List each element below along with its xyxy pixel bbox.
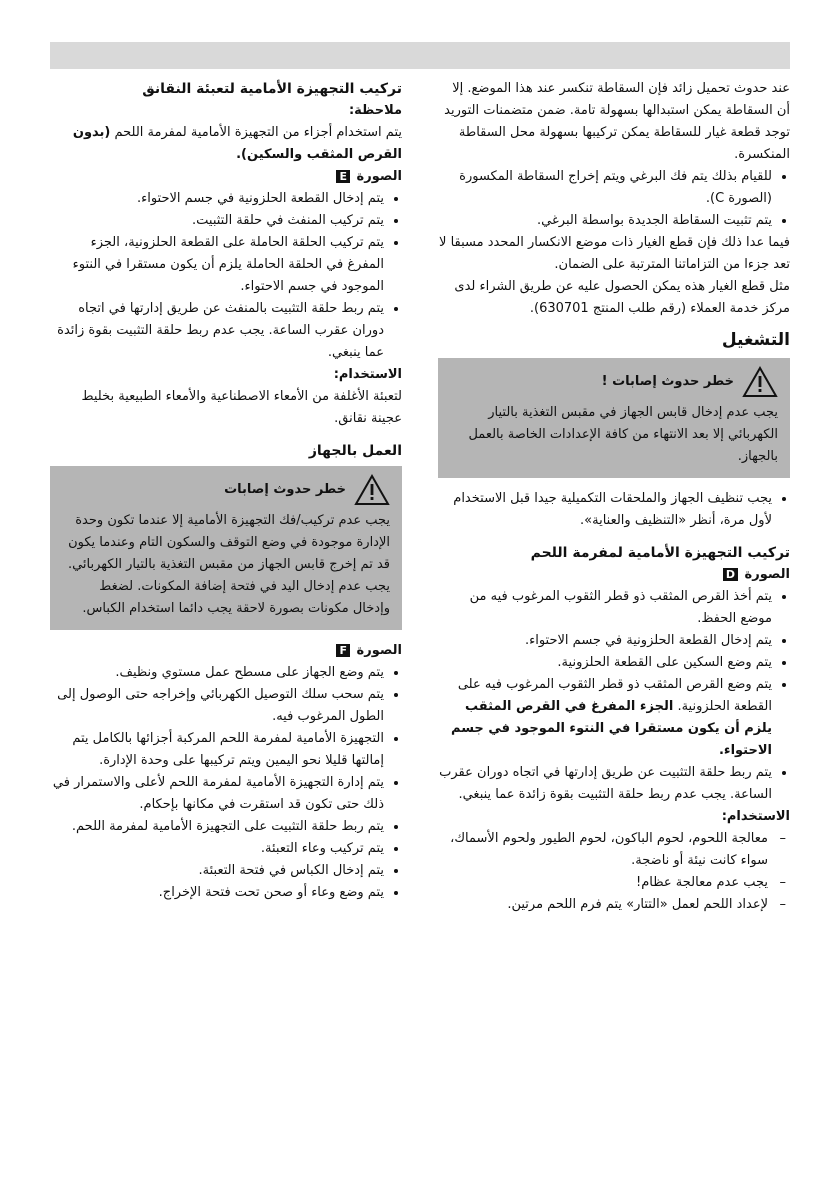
list-item: • يتم وضع وعاء أو صحن تحت فتحة الإخراج. bbox=[50, 882, 384, 904]
figure-letter-badge: D bbox=[723, 568, 738, 581]
list-item: • يتم تركيب وعاء التعبئة. bbox=[50, 838, 384, 860]
figure-letter-badge: F bbox=[336, 644, 350, 657]
list-item: • يتم تركيب المنفث في حلقة التثبيت. bbox=[50, 210, 384, 232]
list-item: • للقيام بذلك يتم فك البرغي ويتم إخراج السقاطة المكسورة (الصورة C). bbox=[438, 166, 772, 210]
sausage-heading: تركيب التجهيزة الأمامية لتعبئة النقانق bbox=[142, 81, 402, 97]
operation-heading: التشغيل bbox=[721, 330, 790, 350]
clean-bullet-list bbox=[438, 488, 790, 532]
list-item: • التجهيزة الأمامية لمفرمة اللحم المركبة أجزائها بالكامل يتم إمالتها قليلا نحو اليمين ويتم تركيبها على وحدة الإدارة. bbox=[50, 728, 384, 772]
intro-bullet-list bbox=[438, 166, 790, 232]
figure-label: الصورة bbox=[744, 567, 790, 582]
mincer-heading: تركيب التجهيزة الأمامية لمفرمة اللحم bbox=[530, 545, 790, 561]
list-item: – معالجة اللحوم، لحوم الباكون، لحوم الطيور ولحوم الأسماك، سواء كانت نيئة أو ناضجة. bbox=[438, 828, 768, 872]
header-bar bbox=[50, 42, 790, 69]
usage-text: لتعبئة الأغلفة من الأمعاء الاصطناعية والأمعاء الطبيعية بخليط عجينة نقانق. bbox=[81, 389, 402, 426]
figure-f-label bbox=[50, 640, 402, 662]
list-item: • يتم ربط حلقة التثبيت بالمنفث عن طريق إدارتها في اتجاه دوران عقرب الساعة. يجب عدم ربط حلقة التثبيت بقوة زائدة عما ينبغي. bbox=[50, 298, 384, 364]
figure-letter-badge: E bbox=[336, 170, 350, 183]
usage-list bbox=[438, 828, 790, 916]
list-item: • يتم إدخال القطعة الحلزونية في جسم الاحتواء. bbox=[50, 188, 384, 210]
warning-text: يجب عدم تركيب/فك التجهيزة الأمامية إلا عندما تكون وحدة الإدارة موجودة في وضع التوقف والسكون التام وعندما يكون قد تم إخرج قابس الجهاز من مقبس التغذية بالتيار الكهربائي. bbox=[67, 513, 390, 572]
list-item: • يتم وضع السكين على القطعة الحلزونية. bbox=[438, 652, 772, 674]
note-text: يتم استخدام أجزاء من التجهيزة الأمامية لمفرمة اللحم (بدون القرص المثقب والسكين). bbox=[72, 125, 402, 162]
warning-box bbox=[50, 466, 402, 630]
list-item: • يتم تثبيت السقاطة الجديدة بواسطة البرغي. bbox=[438, 210, 772, 232]
figure-d-label bbox=[438, 564, 790, 586]
warning-triangle-icon bbox=[354, 474, 390, 506]
list-item: • يتم إدارة التجهيزة الأمامية لمفرمة اللحم لأعلى والاستمرار في ذلك حتى تكون قد استقرت في مكانها بإحكام. bbox=[50, 772, 384, 816]
list-item: • يتم أخذ القرص المثقب ذو قطر الثقوب المرغوب فيه من موضع الحفظ. bbox=[438, 586, 772, 630]
note-heading: ملاحظة: bbox=[348, 103, 402, 118]
list-item: • يتم تركيب الحلقة الحاملة على القطعة الحلزونية، الجزء المفرغ في الحلقة الحاملة يلزم أن يكون مستقرا في النتوء الموجود في جسم الاحتواء. bbox=[50, 232, 384, 298]
list-item: – لإعداد اللحم لعمل «التتار» يتم فرم اللحم مرتين. bbox=[438, 894, 768, 916]
list-item: • يتم وضع القرص المثقب ذو قطر الثقوب المرغوب فيه على القطعة الحلزونية. الجزء المفرغ في القرص المثقب يلزم أن يكون مستقرا في النتوء الموجود في جسم الاحتواء. bbox=[438, 674, 772, 762]
right-column bbox=[438, 78, 790, 916]
list-item: • يجب تنظيف الجهاز والملحقات التكميلية جيدا قبل الاستخدام لأول مرة، أنظر «التنظيف والعناية». bbox=[438, 488, 772, 532]
left-column bbox=[50, 78, 402, 904]
warning-triangle-icon bbox=[742, 366, 778, 398]
usage-heading: الاستخدام: bbox=[333, 367, 402, 382]
list-item: • يتم ربط حلقة التثبيت على التجهيزة الأمامية لمفرمة اللحم. bbox=[50, 816, 384, 838]
usage-heading: الاستخدام: bbox=[721, 809, 790, 824]
warning-title: خطر حدوث إصابات bbox=[224, 482, 346, 497]
list-item: • يتم إدخال الكباس في فتحة التعبئة. bbox=[50, 860, 384, 882]
spare-part-paragraph: مثل قطع الغيار هذه يمكن الحصول عليه عن طريق الشراء لدى مركز خدمة العملاء (رقم طلب المنتج 630701). bbox=[454, 279, 790, 316]
work-heading: العمل بالجهاز bbox=[308, 443, 402, 459]
warning-title: خطر حدوث إصابات ! bbox=[601, 374, 734, 389]
figure-label: الصورة bbox=[356, 643, 402, 658]
work-bullet-list bbox=[50, 662, 402, 904]
warranty-paragraph: فيما عدا ذلك فإن قطع الغيار ذات موضع الانكسار المحدد مسبقا لا تعد جزءا من التزاماتنا المترتبة على الضمان. bbox=[439, 235, 790, 272]
sausage-bullet-list bbox=[50, 188, 402, 364]
figure-label: الصورة bbox=[356, 169, 402, 184]
list-item: • يتم سحب سلك التوصيل الكهربائي وإخراجه حتى الوصول إلى الطول المرغوب فيه. bbox=[50, 684, 384, 728]
warning-text: يجب عدم إدخال قابس الجهاز في مقبس التغذية بالتيار الكهربائي إلا بعد الانتهاء من كافة الإعدادات الخاصة بالعمل بالجهاز. bbox=[468, 405, 778, 464]
intro-paragraph: عند حدوث تحميل زائد فإن السقاطة تنكسر عند هذا الموضع. إلا أن السقاطة يمكن استبدالها بسهولة تامة. ضمن متضمنات التوريد توجد قطعة غيار للسقاطة يمكن تركيبها بسهولة محل السقاطة المنكسرة. bbox=[444, 81, 790, 162]
list-item: • يتم ربط حلقة التثبيت عن طريق إدارتها في اتجاه دوران عقرب الساعة. يجب عدم ربط حلقة التثبيت بقوة زائدة عما ينبغي. bbox=[438, 762, 772, 806]
list-item: • يتم وضع الجهاز على مسطح عمل مستوي ونظيف. bbox=[50, 662, 384, 684]
mincer-bullet-list bbox=[438, 586, 790, 806]
list-item: – يجب عدم معالجة عظام! bbox=[438, 872, 768, 894]
figure-e-label bbox=[50, 166, 402, 188]
list-item: • يتم إدخال القطعة الحلزونية في جسم الاحتواء. bbox=[438, 630, 772, 652]
warning-box bbox=[438, 358, 790, 478]
warning-text: يجب عدم إدخال اليد في فتحة إضافة المكونات. لضغط وإدخال مكونات بصورة لاحقة يجب دائما استخدام الكباس. bbox=[82, 579, 390, 616]
